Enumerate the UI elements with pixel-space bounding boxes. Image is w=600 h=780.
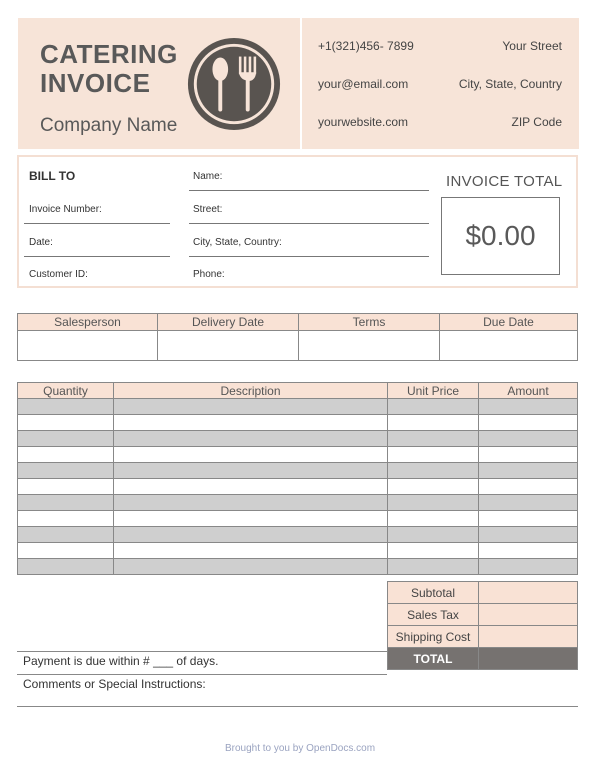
unit-price-cell[interactable] [388,431,479,447]
name-label: Name: [193,171,223,182]
shipping-row [388,626,578,648]
table-row [18,415,578,431]
table-row [18,399,578,415]
amount-cell[interactable] [479,399,578,415]
due-date-header: Due Date [440,314,578,331]
header-website: yourwebsite.com [318,115,409,129]
description-cell[interactable] [114,495,388,511]
unit-price-cell[interactable] [388,511,479,527]
table-row [18,543,578,559]
quantity-cell[interactable] [18,431,114,447]
city-field[interactable] [189,256,429,257]
invoice-total-value: $0.00 [441,197,560,275]
utensils-icon [185,35,283,133]
table-row [18,431,578,447]
sales-header-row [18,314,578,331]
header-phone: +1(321)456- 7899 [318,39,414,53]
shipping-value[interactable] [479,626,578,648]
header-street: Your Street [502,39,562,53]
header-divider [300,18,302,149]
name-field[interactable] [189,190,429,191]
description-cell[interactable] [114,463,388,479]
footer-credit: Brought to you by OpenDocs.com [224,743,376,754]
description-cell[interactable] [114,399,388,415]
table-row [18,495,578,511]
subtotal-row [388,582,578,604]
description-cell[interactable] [114,431,388,447]
unit-price-cell[interactable] [388,495,479,511]
salesperson-cell[interactable] [18,331,158,361]
items-header-row [18,383,578,399]
shipping-label: Shipping Cost [388,626,479,648]
invoice-title [40,40,178,98]
total-label: TOTAL [388,648,479,670]
sales-tax-row [388,604,578,626]
amount-cell[interactable] [479,543,578,559]
description-cell[interactable] [114,543,388,559]
invoice-header [18,18,579,149]
invoice-number-label: Invoice Number: [29,204,102,215]
delivery-date-header: Delivery Date [158,314,299,331]
quantity-cell[interactable] [18,527,114,543]
table-row [18,511,578,527]
payment-terms-text: Payment is due within # ___ of days. [17,651,387,675]
table-row [18,559,578,575]
amount-cell[interactable] [479,559,578,575]
table-row [18,463,578,479]
invoice-number-field[interactable] [24,223,170,224]
quantity-cell[interactable] [18,511,114,527]
amount-cell[interactable] [479,463,578,479]
amount-cell[interactable] [479,527,578,543]
quantity-cell[interactable] [18,559,114,575]
header-email: your@email.com [318,77,409,91]
unit-price-cell[interactable] [388,415,479,431]
unit-price-cell[interactable] [388,559,479,575]
subtotal-value[interactable] [479,582,578,604]
description-cell[interactable] [114,479,388,495]
salesperson-header: Salesperson [18,314,158,331]
unit-price-cell[interactable] [388,447,479,463]
street-field[interactable] [189,223,429,224]
unit-price-cell[interactable] [388,479,479,495]
amount-cell[interactable] [479,495,578,511]
quantity-cell[interactable] [18,543,114,559]
description-header: Description [114,383,388,399]
comments-field[interactable] [17,706,578,707]
title-line-2: INVOICE [40,68,151,98]
line-items-table [17,382,578,575]
sales-tax-value[interactable] [479,604,578,626]
sales-tax-label: Sales Tax [388,604,479,626]
total-value[interactable] [479,648,578,670]
quantity-cell[interactable] [18,479,114,495]
unit-price-cell[interactable] [388,463,479,479]
table-row [18,527,578,543]
total-row [388,648,578,670]
amount-cell[interactable] [479,431,578,447]
bill-to-heading: BILL TO [29,169,76,183]
quantity-cell[interactable] [18,495,114,511]
quantity-cell[interactable] [18,447,114,463]
delivery-date-cell[interactable] [158,331,299,361]
sales-info-table [17,313,578,361]
city-label: City, State, Country: [193,237,282,248]
table-row [18,479,578,495]
subtotal-label: Subtotal [388,582,479,604]
terms-header: Terms [299,314,440,331]
description-cell[interactable] [114,415,388,431]
quantity-header: Quantity [18,383,114,399]
amount-cell[interactable] [479,447,578,463]
description-cell[interactable] [114,527,388,543]
amount-cell[interactable] [479,479,578,495]
phone-label: Phone: [193,269,225,280]
title-line-1: CATERING [40,39,178,69]
header-zip: ZIP Code [511,115,562,129]
quantity-cell[interactable] [18,415,114,431]
header-city: City, State, Country [458,77,562,91]
description-cell[interactable] [114,511,388,527]
invoice-total-label: INVOICE TOTAL [446,173,563,190]
table-row [18,447,578,463]
bill-to-section [17,155,578,288]
quantity-cell[interactable] [18,463,114,479]
description-cell[interactable] [114,447,388,463]
unit-price-header: Unit Price [388,383,479,399]
amount-header: Amount [479,383,578,399]
due-date-cell[interactable] [440,331,578,361]
sales-data-row [18,331,578,361]
date-label: Date: [29,237,53,248]
unit-price-cell[interactable] [388,527,479,543]
amount-cell[interactable] [479,415,578,431]
customer-id-label: Customer ID: [29,269,88,280]
totals-summary [387,581,578,670]
quantity-cell[interactable] [18,399,114,415]
date-field[interactable] [24,256,170,257]
description-cell[interactable] [114,559,388,575]
unit-price-cell[interactable] [388,543,479,559]
comments-label: Comments or Special Instructions: [23,677,206,691]
unit-price-cell[interactable] [388,399,479,415]
terms-cell[interactable] [299,331,440,361]
amount-cell[interactable] [479,511,578,527]
company-name: Company Name [40,115,178,136]
street-label: Street: [193,204,223,215]
